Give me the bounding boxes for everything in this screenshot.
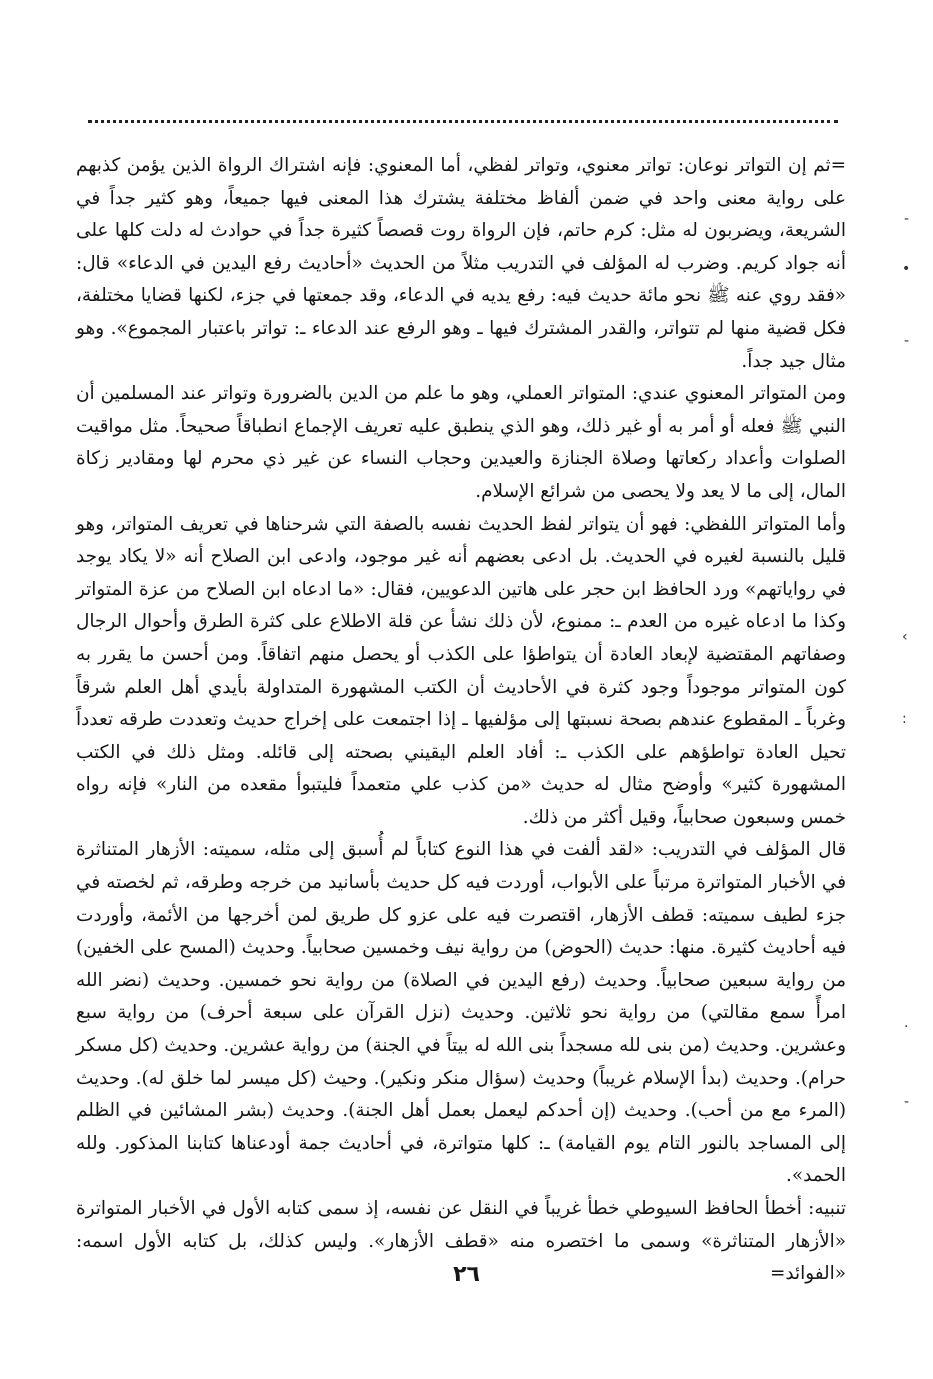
margin-mark: •	[902, 261, 911, 277]
margin-mark: -	[904, 333, 910, 349]
margin-mark: ·	[904, 1019, 909, 1035]
dotted-separator	[88, 120, 838, 123]
paragraph-verbal-mutawatir: وأما المتواتر اللفظي: فهو أن يتواتر لفظ الحديث نفسه بالصفة التي شرحناها في تعريف المتواتر، وهو قليل بالنسبة لغيره في الحديث. بل ادعى بعضهم أنه غير موجود، وادعى ابن الصلاح أنه «لا يكاد يوجد في رواياتهم» ورد الحافظ ابن حجر على هاتين الدعويين، فقال: «ما ادعاه ابن الصلاح من عزة المتواتر وكذا ما ادعاه غيره من العدم ـ: ممنوع، لأن ذلك نشأ عن قلة الاطلاع على كثرة الطرق وأحوال الرجال وصفاتهم المقتضية لإبعاد العادة أن يتواطؤا على الكذب أو يحصل منهم اتفاقاً. ومن أحسن ما يقرر به كون المتواتر موجوداً وجود كثرة في الأحاديث أن الكتب المشهورة المتداولة بأيدي أهل العلم شرقاً وغرباً ـ المقطوع عندهم بصحة نسبتها إلى مؤلفيها ـ إذا اجتمعت على إخراج حديث وتعددت طرقه تعدداً تحيل العادة تواطؤهم على الكذب ـ: أفاد العلم اليقيني بصحته إلى قائله. ومثل ذلك في الكتب المشهورة كثير» وأوضح مثال له حديث «من كذب علي متعمداً فليتبوأ مقعده من النار» فإنه رواه خمس وسبعون صحابياً، وقيل أكثر من ذلك.	[76, 513, 846, 828]
paragraph-author-quote: قال المؤلف في التدريب: «لقد ألفت في هذا النوع كتاباً لم أُسبق إلى مثله، سميته: الأزهار المتناثرة في الأخبار المتواترة مرتباً على الأبواب، أوردت فيه كل حديث بأسانيد من خرجه وطرقه، ثم لخصته في جزء لطيف سميته: قطف الأزهار، اقتصرت فيه على عزو كل طريق لمن أخرجها من الأئمة، وأوردت فيه أحاديث كثيرة. منها: حديث (الحوض) من رواية نيف وخمسين صحابياً. وحديث (المسح على الخفين) من رواية سبعين صحابياً. وحديث (رفع اليدين في الصلاة) من رواية نحو خمسين. وحديث (نضر الله امرأً سمع مقالتي) من رواية نحو ثلاثين. وحديث (نزل القرآن على سبعة أحرف) من رواية سبع وعشرين. وحديث (من بنى لله مسجداً بنى الله له بيتاً في الجنة) من رواية عشرين. وحديث (كل مسكر حرام). وحديث (بدأ الإسلام غريباً) وحديث (سؤال منكر ونكير). وحيث (كل ميسر لما خلق له). وحديث (المرء مع من أحب). وحديث (إن أحدكم ليعمل بعمل أهل الجنة). وحديث (بشر المشائين في الظلم إلى المساجد بالنور التام يوم القيامة) ـ: كلها متواترة، في أحاديث جمة أودعناها كتابنا المذكور. ولله الحمد».	[76, 839, 846, 1187]
paragraph-practical-mutawatir: ومن المتواتر المعنوي عندي: المتواتر العملي، وهو ما علم من الدين بالضرورة وتواتر عند المسلمين أن النبي ﷺ فعله أو أمر به أو غير ذلك، وهو الذي ينطبق عليه تعريف الإجماع انطباقاً صحيحاً. مثل مواقيت الصلوات وأعداد ركعاتها وصلاة الجنازة والعيدين وحجاب النساء عن غير ذي محرم لها ومقادير زكاة المال، إلى ما لا يعد ولا يحصى من شرائع الإسلام.	[76, 383, 846, 502]
margin-mark: :	[902, 711, 907, 727]
margin-mark: ‹	[902, 629, 908, 645]
body-text	[76, 150, 846, 1291]
paragraph-mutawatir-types: =ثم إن التواتر نوعان: تواتر معنوي، وتواتر لفظي، أما المعنوي: فإنه اشتراك الرواة الذين يؤمن كذبهم على رواية معنى واحد في ضمن ألفاظ مختلفة يشترك هذا المعنى فيها جميعاً، وهو كثير جداً في الشريعة، ويضربون له مثل: كرم حاتم، فإن الرواة روت قصصاً كثيرة جداً في حوادث له دلت كلها على أنه جواد كريم. وضرب له المؤلف في التدريب مثلاً من الحديث «أحاديث رفع اليدين في الدعاء» قال: «فقد روي عنه ﷺ نحو مائة حديث فيه: رفع يديه في الدعاء، وقد جمعتها في جزء، لكنها قضايا مختلفة، فكل قضية منها لم تتواتر، والقدر المشترك فيها ـ وهو الرفع عند الدعاء ـ: تواتر باعتبار المجموع». وهو مثال جيد جداً.	[76, 155, 846, 372]
page-number: ٢٦	[453, 1262, 480, 1287]
paragraph-note: تنبيه: أخطأ الحافظ السيوطي خطأ غريباً في النقل عن نفسه، إذ سمى كتابه الأول في الأخبار المتواترة «الأزهار المتناثرة» وسمى ما اختصره منه «قطف الأزهار». وليس كذلك، بل كتابه الأول اسمه: «الفوائد=	[76, 1198, 846, 1285]
margin-mark: -	[904, 211, 910, 227]
margin-mark: -	[904, 1094, 910, 1110]
